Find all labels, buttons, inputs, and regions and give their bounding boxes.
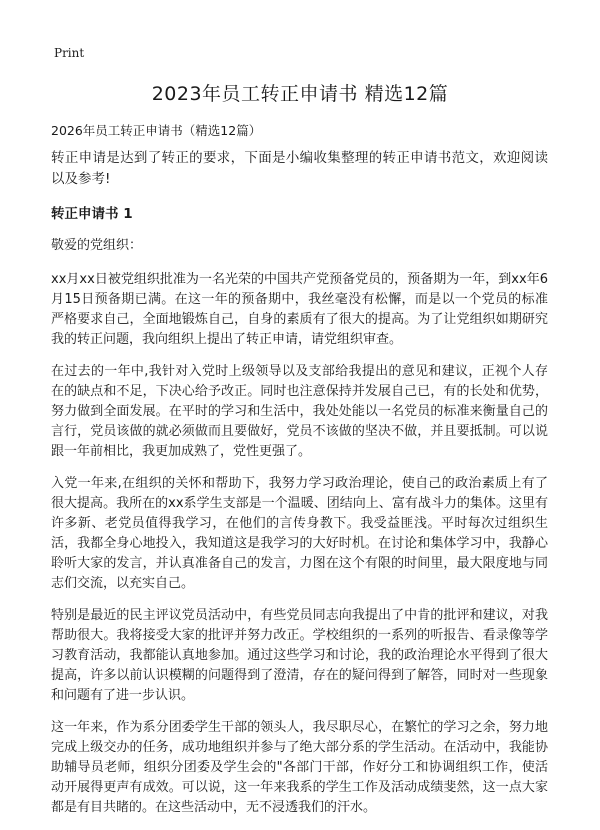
print-link[interactable]: Print xyxy=(54,46,85,60)
intro-paragraph: 转正申请是达到了转正的要求，下面是小编收集整理的转正申请书范文，欢迎阅读以及参考! xyxy=(51,150,548,187)
page-title: 2023年员工转正申请书 精选12篇 xyxy=(151,83,449,105)
document-subtitle: 2026年员工转正申请书（精选12篇） xyxy=(51,123,262,138)
body-paragraph: xx月xx日被党组织批准为一名光荣的中国共产党预备党员的，预备期为一年，到xx年6月15日预备期已满。在这一年的预备期中，我丝毫没有松懈，而是以一个党员的标准严格要求自己，全面地锻炼自己，自身的素质有了很大的提高。为了让党组织如期研究我的转正问题，我向组织上提出了转正申请，请党组织审查。 xyxy=(51,272,548,347)
document-body xyxy=(51,148,548,830)
body-paragraph: 在过去的一年中,我针对入党时上级领导以及支部给我提出的意见和建议，正视个人存在的缺点和不足，下决心给予改正。同时也注意保持并发展自己已，有的长处和优势，努力做到全面发展。在平时的学习和生活中，我处处能以一名党员的标准来衡量自己的言行，党员该做的就必须做而且要做好，党员不该做的坚决不做，并且要抵制。可以说跟一年前相比，我更加成熟了，党性更强了。 xyxy=(51,364,548,459)
body-paragraph: 特别是最近的民主评议党员活动中，有些党员同志向我提出了中肯的批评和建议，对我帮助很大。我将接受大家的批评并努力改正。学校组织的一系列的听报告、看录像等学习教育活动，我都能认真地参加。通过这些学习和讨论，我的政治理论水平得到了很大提高，许多以前认识模糊的问题得到了澄清，存在的疑问得到了解答，同时对一些现象和问题有了进一步认识。 xyxy=(51,608,548,703)
body-paragraph: 入党一年来,在组织的关怀和帮助下，我努力学习政治理论，使自己的政治素质上有了很大提高。我所在的xx系学生支部是一个温暖、团结向上、富有战斗力的集体。这里有许多新、老党员值得我学习，在他们的言传身教下。我受益匪浅。平时每次过组织生活，我都全身心地投入，我知道这是我学习的大好时机。在讨论和集体学习中，我静心聆听大家的发言，并认真准备自己的发言，力图在这个有限的时间里，最大限度地与同志们交流，以充实自己。 xyxy=(51,476,548,591)
body-paragraph: 这一年来，作为系分团委学生干部的领头人，我尽职尽心，在繁忙的学习之余，努力地完成上级交办的任务，成功地组织并参与了绝大部分系的学生活动。在活动中，我能协助辅导员老师，组织分团委及学生会的"各部门干部，作好分工和协调组织工作，使活动开展得更声有成效。可以说，这一年来我系的学生工作及活动成绩斐然，这一点大家都是有目共睹的。在这些活动中，无不浸透我们的汗水。 xyxy=(51,720,548,815)
salutation: 敬爱的党组织： xyxy=(51,238,143,253)
section-heading: 转正申请书 1 xyxy=(51,206,133,222)
